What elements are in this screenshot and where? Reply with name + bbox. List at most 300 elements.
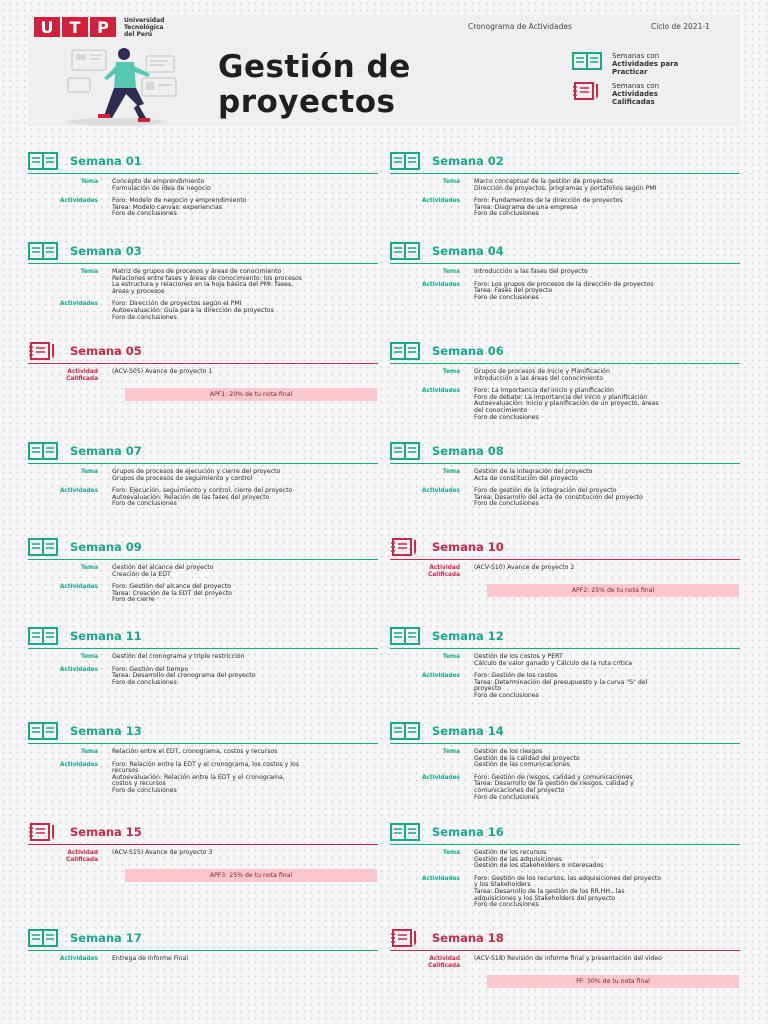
row-line: Autoevaluación: Guía para la dirección de proyectos: [112, 306, 274, 314]
week-header: [390, 242, 740, 264]
row-text: [474, 269, 726, 276]
row-label: [390, 388, 474, 421]
actividades-label: Actividades: [59, 198, 98, 205]
row-line: Introducción a las fases del proyecto: [474, 268, 588, 275]
week-row: [390, 775, 740, 801]
legend-practice-line3: Practicar: [612, 68, 648, 76]
week-header: [390, 929, 740, 951]
row-text: [474, 876, 726, 909]
week-row: [28, 198, 378, 218]
legend-practice-line1: Semanas con: [612, 52, 660, 60]
row-line: Foro: Fundamentos de la dirección de proyectos: [474, 197, 623, 205]
row-line: Foro: Relación entre la EDT y el cronograma, los costos y los: [112, 760, 300, 768]
week-rows: [390, 179, 740, 218]
tema-label: Tema: [80, 179, 98, 185]
week-row: [28, 488, 378, 508]
week-title: Semana 14: [432, 724, 504, 738]
week-rows: [28, 369, 378, 401]
row-text: [474, 369, 726, 382]
row-line: Matriz de grupos de procesos y áreas de conocimiento: [112, 268, 282, 275]
tema-label: Tema: [442, 654, 460, 660]
cycle-label: Ciclo de 2021-1: [651, 22, 710, 31]
row-label: [390, 654, 474, 667]
row-line: Gestión de la calidad del proyecto: [474, 754, 580, 762]
tema-label: Tema: [80, 269, 98, 275]
week-header: [28, 242, 378, 264]
tema-label: Tema: [442, 269, 460, 275]
row-line: Tarea: Desarrollo del acta de constitución del proyecto: [474, 493, 643, 501]
row-line: Dirección de proyectos, programas y portafolios según PMI: [474, 184, 657, 192]
row-line: comunicaciones del proyecto: [474, 786, 565, 794]
row-line: Foro de conclusiones: [112, 500, 177, 508]
row-line: Introducción a las áreas del conocimiento: [474, 374, 603, 382]
week-rows: [390, 956, 740, 988]
row-line: Gestión del alcance del proyecto: [112, 564, 214, 571]
week-rows: [390, 749, 740, 801]
open-book-icon: [390, 442, 420, 460]
row-line: Foro: Gestión del tiempo: [112, 665, 189, 673]
week-title: Semana 08: [432, 444, 504, 458]
calificada-label-line2: Calificada: [428, 962, 460, 969]
week-rows: [28, 749, 378, 795]
tema-label: Tema: [442, 850, 460, 856]
week-title: Semana 03: [70, 244, 142, 258]
row-line: Foro de debate: La importancia del inicio y planificación: [474, 393, 648, 401]
row-line: (ACV-S10) Avance de proyecto 2: [474, 564, 575, 571]
legend-graded-text: [612, 82, 659, 106]
row-label: [28, 269, 112, 295]
week-title: Semana 04: [432, 244, 504, 258]
week-header: [390, 823, 740, 845]
row-text: [474, 673, 726, 699]
week-row: [28, 179, 378, 192]
page-title: [218, 50, 411, 120]
row-line: áreas y procesos: [112, 287, 165, 295]
actividades-label: Actividades: [421, 281, 460, 288]
week-row: [28, 749, 378, 756]
week-row: [28, 584, 378, 604]
row-line: Gestión de los costos y PERT: [474, 653, 563, 660]
actividades-label: Actividades: [59, 761, 98, 768]
row-label: [390, 369, 474, 382]
week-header: [390, 152, 740, 174]
row-line: Creación de la EDT: [112, 570, 171, 578]
row-line: (ACV-S18) Revisión de informe final y presentación del video: [474, 955, 662, 962]
week-header: [28, 442, 378, 464]
row-label: [28, 584, 112, 604]
row-text: [112, 269, 364, 295]
week-card: [28, 152, 378, 224]
row-line: Tarea: Diagrama de una empresa: [474, 203, 578, 211]
row-text: [474, 565, 726, 578]
week-header: [390, 722, 740, 744]
week-card: [28, 627, 378, 692]
week-row: [28, 269, 378, 295]
week-row: [390, 749, 740, 769]
row-line: Concepto de emprendimiento: [112, 178, 205, 185]
row-text: [112, 469, 364, 482]
row-line: Foro de conclusiones: [474, 901, 539, 909]
row-line: Autoevaluación: Relación de las fases del proyecto: [112, 493, 270, 501]
row-line: Foro: Modelo de negocio y emprendimiento: [112, 197, 247, 205]
logo-letter-p: P: [90, 17, 116, 37]
open-book-icon: [28, 152, 58, 170]
row-line: Gestión de los recursos: [474, 849, 547, 856]
row-label: [28, 198, 112, 218]
tema-label: Tema: [80, 654, 98, 660]
legend-practice: [572, 52, 678, 76]
graded-notebook-icon: [390, 538, 420, 556]
actividades-label: Actividades: [59, 488, 98, 495]
week-row: [28, 654, 378, 661]
row-line: Gestión de las adquisiciones: [474, 855, 563, 863]
row-line: Acta de constitución del proyecto: [474, 474, 578, 482]
row-text: [112, 179, 364, 192]
grade-weight-bar: PF: 30% de tu nota final: [487, 975, 739, 988]
week-row: [28, 667, 378, 687]
row-line: Gestión del cronograma y triple restricción: [112, 653, 245, 660]
week-card: [390, 722, 740, 807]
week-row: [390, 469, 740, 482]
week-row: [28, 369, 378, 382]
logo-letter-t: T: [62, 17, 88, 37]
calificada-label-line2: Calificada: [428, 571, 460, 578]
week-title: Semana 10: [432, 540, 504, 554]
legend-graded-line2: Actividades: [612, 90, 658, 98]
row-line: Foro de conclusiones: [474, 500, 539, 508]
row-label: [28, 956, 112, 963]
week-title: Semana 16: [432, 825, 504, 839]
person-illustration-icon: [46, 44, 226, 126]
week-title: Semana 12: [432, 629, 504, 643]
row-label: [28, 654, 112, 661]
week-header: [390, 442, 740, 464]
row-line: recursos: [112, 767, 139, 775]
week-header: [28, 152, 378, 174]
week-row: [28, 469, 378, 482]
actividades-label: Actividades: [421, 774, 460, 781]
row-line: Foro de conclusiones: [474, 293, 539, 301]
row-label: [28, 488, 112, 508]
row-line: Cálculo de valor ganado y Cálculo de la ruta crítica: [474, 659, 632, 667]
title-line1: Gestión de: [218, 49, 411, 85]
row-line: Foro de conclusiones: [112, 313, 177, 321]
row-text: [474, 469, 726, 482]
calificada-label-line1: Actividad: [67, 850, 98, 856]
grade-weight-bar: APF3: 25% de tu nota final: [125, 869, 377, 882]
week-rows: [390, 369, 740, 421]
week-title: Semana 13: [70, 724, 142, 738]
week-card: [28, 823, 378, 882]
row-line: Foro de conclusiones: [474, 793, 539, 801]
actividades-label: Actividades: [421, 198, 460, 205]
week-title: Semana 15: [70, 825, 142, 839]
week-row: [390, 876, 740, 909]
week-row: [390, 565, 740, 578]
row-line: Grupos de procesos de seguimiento y control: [112, 474, 253, 482]
row-text: [112, 301, 364, 321]
week-row: [390, 673, 740, 699]
row-line: Foro de conclusiones: [474, 413, 539, 421]
week-card: [28, 538, 378, 610]
week-row: [390, 388, 740, 421]
graded-notebook-icon: [28, 823, 58, 841]
row-line: y los Stakeholders: [474, 881, 531, 889]
row-text: [112, 956, 364, 963]
week-title: Semana 11: [70, 629, 142, 643]
open-book-icon: [390, 152, 420, 170]
legend-graded-line3: Calificadas: [612, 98, 655, 106]
week-row: [28, 301, 378, 321]
row-line: Autoevaluación: Inicio y planificación de un proyecto, áreas: [474, 400, 659, 408]
actividades-label: Actividades: [59, 956, 98, 962]
row-text: [112, 198, 364, 218]
week-card: [390, 823, 740, 915]
row-text: [474, 654, 726, 667]
week-header: [390, 342, 740, 364]
legend-practice-line2: Actividades para: [612, 60, 679, 68]
week-card: [28, 929, 378, 969]
row-line: Tarea: Desarrollo del cronograma del proyecto: [112, 672, 256, 680]
row-line: Grupos de procesos de Inicio y Planificación: [474, 368, 610, 375]
calificada-label-line1: Actividad: [429, 565, 460, 571]
row-text: [474, 488, 726, 508]
row-line: Gestión de los riesgos: [474, 748, 543, 755]
row-label: [390, 469, 474, 482]
row-label: [28, 369, 112, 382]
week-rows: [390, 850, 740, 909]
week-title: Semana 18: [432, 931, 504, 945]
logo-text: [124, 17, 188, 38]
row-label: [390, 282, 474, 302]
row-line: proyecto: [474, 685, 502, 693]
week-header: [28, 627, 378, 649]
tema-label: Tema: [442, 179, 460, 185]
row-label: [390, 850, 474, 870]
open-book-icon: [28, 538, 58, 556]
row-text: [112, 369, 364, 382]
row-line: adquisiciones y los Stakeholders del proyecto: [474, 894, 616, 902]
row-line: Tarea: Creación de la EDT del proyecto: [112, 589, 232, 597]
row-line: Foro: Gestión de los recursos, las adquisiciones del proyecto: [474, 874, 662, 882]
row-label: [390, 269, 474, 276]
row-text: [474, 775, 726, 801]
row-label: [390, 956, 474, 969]
week-row: [28, 956, 378, 963]
open-book-icon: [572, 52, 602, 70]
course-label: Cronograma de Actividades: [468, 22, 572, 31]
row-text: [112, 667, 364, 687]
row-line: Grupos de procesos de ejecución y cierre del proyecto: [112, 468, 281, 475]
week-card: [28, 342, 378, 401]
week-rows: [28, 565, 378, 604]
week-row: [390, 369, 740, 382]
week-rows: [28, 469, 378, 508]
tema-label: Tema: [80, 469, 98, 475]
row-line: Foro: Gestión de riesgos, calidad y comunicaciones: [474, 773, 633, 781]
open-book-icon: [390, 823, 420, 841]
week-rows: [390, 565, 740, 597]
week-card: [390, 627, 740, 706]
week-row: [28, 850, 378, 863]
grade-weight-bar: APF1: 20% de tu nota final: [125, 388, 377, 401]
week-card: [390, 442, 740, 514]
row-text: [474, 179, 726, 192]
row-line: Foro de conclusiones: [112, 786, 177, 794]
row-line: Tarea: Determinación del presupuesto y la curva "S" del: [474, 678, 648, 686]
row-label: [390, 749, 474, 769]
title-line2: proyectos: [218, 84, 396, 120]
row-label: [390, 179, 474, 192]
row-label: [28, 667, 112, 687]
row-text: [112, 762, 364, 795]
actividades-label: Actividades: [59, 666, 98, 673]
row-line: Foro de gestión de la integración del proyecto: [474, 487, 617, 495]
week-card: [28, 442, 378, 514]
week-rows: [390, 654, 740, 700]
open-book-icon: [390, 342, 420, 360]
row-line: Autoevaluación: Relación entre la EDT y el cronograma,: [112, 773, 285, 781]
row-label: [390, 775, 474, 801]
week-rows: [28, 850, 378, 882]
row-text: [112, 488, 364, 508]
week-rows: [390, 269, 740, 301]
row-label: [28, 301, 112, 321]
row-label: [390, 565, 474, 578]
week-card: [390, 929, 740, 988]
row-line: La estructura y relaciones en la hoja básica del PMI: fases,: [112, 281, 294, 289]
open-book-icon: [390, 242, 420, 260]
row-text: [474, 388, 726, 421]
week-row: [390, 956, 740, 969]
row-label: [28, 850, 112, 863]
row-line: Relaciones entre fases y áreas de conocimiento: los procesos: [112, 274, 303, 282]
row-label: [390, 673, 474, 699]
row-label: [28, 469, 112, 482]
open-book-icon: [390, 627, 420, 645]
row-line: Tarea: Desarrollo de la gestión de los RR.HH., las: [474, 887, 625, 895]
row-label: [390, 198, 474, 218]
week-row: [28, 762, 378, 795]
actividades-label: Actividades: [421, 673, 460, 680]
week-title: Semana 02: [432, 154, 504, 168]
logo-letter-u: U: [34, 17, 60, 37]
row-line: Tarea: Desarrollo de la gestión de riesgos, calidad y: [474, 780, 634, 788]
week-title: Semana 07: [70, 444, 142, 458]
row-line: (ACV-S15) Avance de proyecto 3: [112, 849, 213, 856]
logo-text-line3: del Perú: [124, 30, 153, 38]
page-header: [28, 14, 740, 126]
calificada-label-line1: Actividad: [429, 956, 460, 962]
row-line: Foro: Ejecución, seguimiento y control, cierre del proyecto: [112, 487, 293, 495]
row-text: [112, 850, 364, 863]
calificada-label-line2: Calificada: [66, 375, 98, 382]
week-card: [390, 538, 740, 597]
row-line: Foro de conclusiones: [112, 678, 177, 686]
row-line: Relación entre el EDT, cronograma, costos y recursos: [112, 748, 278, 755]
calificada-label-line2: Calificada: [66, 856, 98, 863]
tema-label: Tema: [80, 565, 98, 571]
actividades-label: Actividades: [59, 301, 98, 308]
graded-notebook-icon: [572, 82, 602, 100]
week-card: [390, 242, 740, 307]
row-line: Foro: Gestión del alcance del proyecto: [112, 583, 231, 591]
week-row: [390, 269, 740, 276]
row-line: Foro de conclusiones: [474, 691, 539, 699]
row-line: costos y recursos: [112, 780, 166, 788]
actividades-label: Actividades: [421, 388, 460, 395]
open-book-icon: [28, 929, 58, 947]
actividades-label: Actividades: [59, 584, 98, 591]
week-header: [28, 929, 378, 951]
row-line: Foro: Los grupos de procesos de la dirección de proyectos: [474, 280, 654, 288]
week-rows: [28, 956, 378, 963]
row-text: [474, 198, 726, 218]
row-line: del conocimiento: [474, 406, 528, 414]
week-header: [28, 823, 378, 845]
legend-practice-text: [612, 52, 678, 76]
row-line: Foro: Dirección de proyectos según el PMI: [112, 300, 242, 308]
week-rows: [28, 269, 378, 321]
row-label: [390, 876, 474, 909]
week-header: [28, 538, 378, 560]
week-card: [28, 242, 378, 327]
week-row: [390, 282, 740, 302]
week-header: [390, 538, 740, 560]
row-text: [474, 282, 726, 302]
week-row: [390, 179, 740, 192]
calificada-label-line1: Actividad: [67, 369, 98, 375]
week-header: [28, 722, 378, 744]
row-text: [112, 584, 364, 604]
row-line: Gestión de la integración del proyecto: [474, 468, 593, 475]
row-text: [112, 654, 364, 661]
week-rows: [28, 654, 378, 686]
week-card: [390, 152, 740, 224]
week-title: Semana 17: [70, 931, 142, 945]
row-line: Foro: Gestión de los costos: [474, 672, 558, 680]
actividades-label: Actividades: [421, 488, 460, 495]
week-row: [390, 488, 740, 508]
row-line: Marco conceptual de la gestión de proyectos: [474, 178, 613, 185]
week-title: Semana 06: [432, 344, 504, 358]
week-header: [28, 342, 378, 364]
row-label: [28, 179, 112, 192]
row-line: Gestión de los stakeholders o interesados: [474, 862, 604, 870]
tema-label: Tema: [442, 469, 460, 475]
week-rows: [390, 469, 740, 508]
open-book-icon: [28, 442, 58, 460]
utp-logo: [34, 17, 188, 38]
week-rows: [28, 179, 378, 218]
tema-label: Tema: [442, 749, 460, 755]
tema-label: Tema: [442, 369, 460, 375]
open-book-icon: [28, 627, 58, 645]
week-card: [28, 722, 378, 801]
row-text: [474, 956, 726, 969]
grade-weight-bar: APF2: 25% de tu nota final: [487, 584, 739, 597]
week-title: Semana 01: [70, 154, 142, 168]
row-text: [474, 749, 726, 769]
legend-graded: [572, 82, 659, 106]
row-line: Gestión de las comunicaciones: [474, 761, 570, 769]
week-row: [390, 654, 740, 667]
row-label: [28, 762, 112, 795]
row-label: [28, 565, 112, 578]
week-card: [390, 342, 740, 427]
row-line: Entrega de Informe Final: [112, 955, 189, 962]
week-row: [390, 850, 740, 870]
